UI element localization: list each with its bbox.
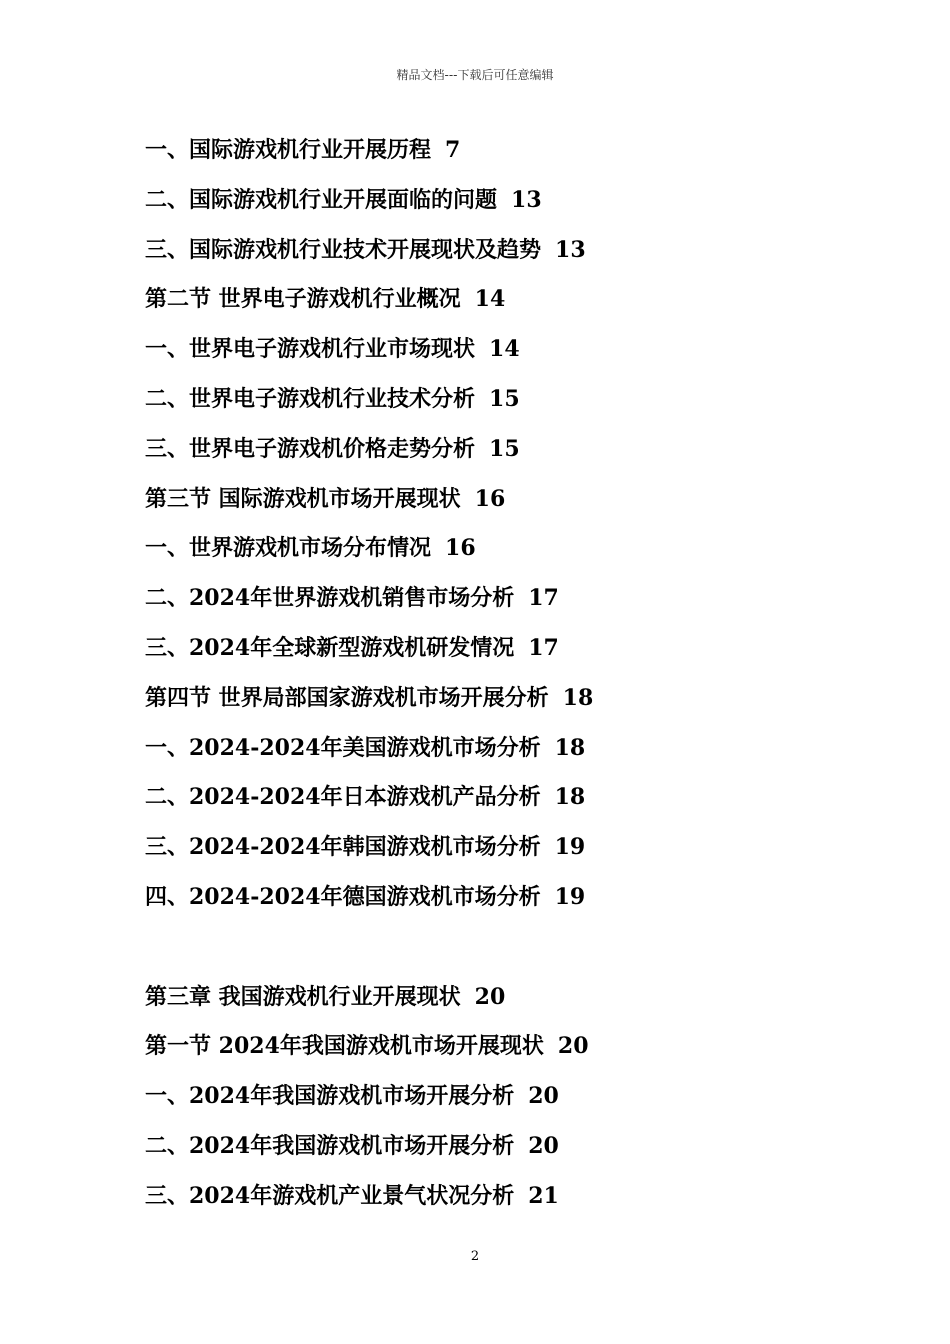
toc-entry-title: 一、世界电子游戏机行业市场现状 bbox=[145, 336, 476, 363]
toc-entry[interactable] bbox=[145, 823, 905, 873]
toc-entry-title: 二、2024年我国游戏机市场开展分析 bbox=[145, 1132, 515, 1159]
page-header: 精品文档---下载后可任意编辑 bbox=[396, 68, 554, 82]
toc-entry-title: 二、2024-2024年日本游戏机产品分析 bbox=[145, 784, 541, 811]
toc-entry-title: 三、2024年游戏机产业景气状况分析 bbox=[145, 1182, 515, 1209]
toc-entry-title: 一、世界游戏机市场分布情况 bbox=[145, 535, 432, 562]
toc-entry[interactable] bbox=[145, 226, 905, 276]
toc-entry[interactable] bbox=[145, 475, 905, 525]
toc-entry[interactable] bbox=[145, 275, 905, 325]
toc-entry[interactable] bbox=[145, 1172, 905, 1222]
toc-entry-page: 14 bbox=[489, 336, 520, 363]
toc-entry-title: 二、国际游戏机行业开展面临的问题 bbox=[145, 186, 498, 213]
toc-entry-title: 三、2024-2024年韩国游戏机市场分析 bbox=[145, 834, 541, 861]
toc-entry-page: 17 bbox=[528, 585, 559, 612]
toc-entry-title: 一、2024年我国游戏机市场开展分析 bbox=[145, 1083, 515, 1110]
toc-entry-page: 19 bbox=[554, 883, 586, 910]
toc-entry-page: 13 bbox=[511, 186, 542, 213]
toc-entry-page: 16 bbox=[474, 485, 506, 512]
table-of-contents bbox=[145, 126, 905, 1222]
toc-entry-title: 四、2024-2024年德国游戏机市场分析 bbox=[145, 883, 541, 910]
toc-entry[interactable] bbox=[145, 624, 905, 674]
toc-entry-page: 15 bbox=[489, 435, 520, 462]
toc-entry-page: 20 bbox=[528, 1083, 559, 1110]
toc-entry-title: 第四节 世界局部国家游戏机市场开展分析 bbox=[145, 684, 549, 711]
toc-entry-page: 19 bbox=[554, 834, 586, 861]
toc-entry-title: 三、世界电子游戏机价格走势分析 bbox=[145, 435, 476, 462]
toc-entry-title: 第一节 2024年我国游戏机市场开展现状 bbox=[145, 1033, 544, 1060]
toc-entry-page: 17 bbox=[528, 634, 559, 661]
toc-entry-page: 13 bbox=[555, 236, 586, 263]
toc-entry-title: 第三章 我国游戏机行业开展现状 bbox=[145, 983, 461, 1010]
toc-entry[interactable] bbox=[145, 1022, 905, 1072]
toc-entry[interactable] bbox=[145, 873, 905, 923]
toc-entry[interactable] bbox=[145, 724, 905, 774]
toc-entry-page: 16 bbox=[445, 535, 476, 562]
toc-entry[interactable] bbox=[145, 425, 905, 475]
toc-entry[interactable] bbox=[145, 126, 905, 176]
toc-entry-page: 20 bbox=[474, 983, 506, 1010]
toc-entry-title: 三、国际游戏机行业技术开展现状及趋势 bbox=[145, 236, 542, 263]
toc-entry[interactable] bbox=[145, 674, 905, 724]
toc-entry-title: 第二节 世界电子游戏机行业概况 bbox=[145, 286, 461, 313]
toc-entry-title: 一、国际游戏机行业开展历程 bbox=[145, 137, 432, 163]
toc-entry-page: 20 bbox=[557, 1033, 589, 1060]
toc-entry-title: 二、2024年世界游戏机销售市场分析 bbox=[145, 585, 515, 612]
page-number: 2 bbox=[470, 1249, 480, 1264]
toc-entry[interactable] bbox=[145, 524, 905, 574]
toc-entry[interactable] bbox=[145, 773, 905, 823]
toc-entry-chapter[interactable] bbox=[145, 973, 905, 1023]
toc-entry-page: 7 bbox=[445, 137, 461, 163]
toc-entry-title: 二、世界电子游戏机行业技术分析 bbox=[145, 385, 476, 412]
toc-entry-page: 18 bbox=[562, 684, 594, 711]
toc-entry[interactable] bbox=[145, 325, 905, 375]
toc-entry-page: 15 bbox=[489, 385, 520, 412]
toc-entry-page: 18 bbox=[554, 734, 586, 761]
toc-entry-page: 18 bbox=[554, 784, 586, 811]
toc-entry[interactable] bbox=[145, 176, 905, 226]
toc-entry[interactable] bbox=[145, 1122, 905, 1172]
toc-entry-page: 20 bbox=[528, 1132, 559, 1159]
toc-entry[interactable] bbox=[145, 1072, 905, 1122]
toc-entry[interactable] bbox=[145, 574, 905, 624]
toc-entry-page: 21 bbox=[528, 1182, 559, 1209]
toc-entry-title: 第三节 国际游戏机市场开展现状 bbox=[145, 485, 461, 512]
toc-entry[interactable] bbox=[145, 375, 905, 425]
toc-entry-title: 三、2024年全球新型游戏机研发情况 bbox=[145, 634, 515, 661]
toc-entry-title: 一、2024-2024年美国游戏机市场分析 bbox=[145, 734, 541, 761]
toc-entry-page: 14 bbox=[474, 286, 506, 313]
